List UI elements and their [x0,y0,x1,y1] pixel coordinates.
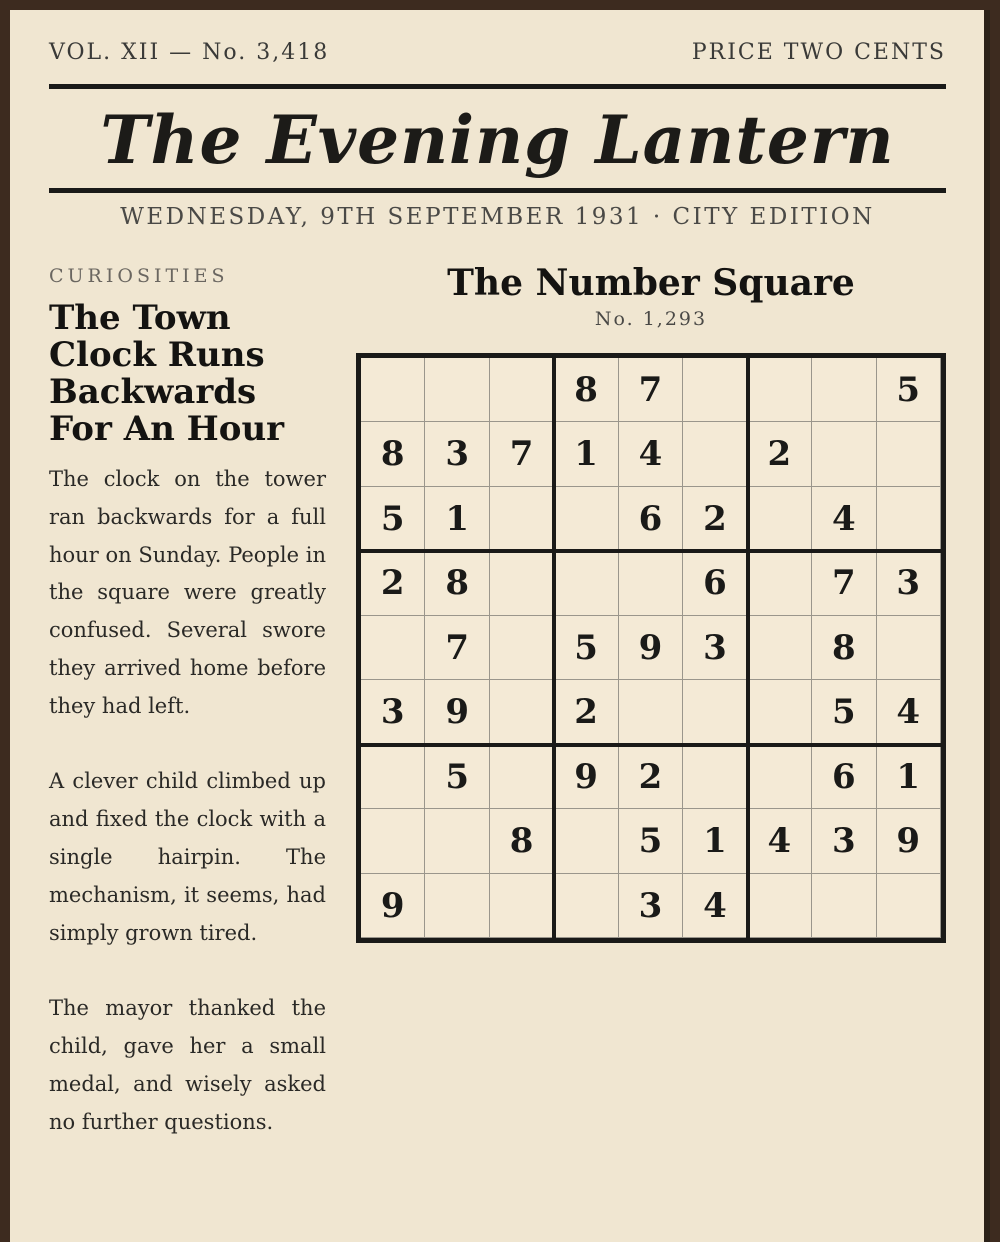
sudoku-cell[interactable] [748,680,812,744]
price-label: PRICE TWO CENTS [691,40,946,65]
sudoku-cell[interactable] [812,874,876,938]
sudoku-cell[interactable] [361,745,425,809]
box-divider-horizontal [361,549,941,553]
sudoku-cell[interactable] [748,616,812,680]
sudoku-cell[interactable] [425,358,489,422]
sudoku-cell[interactable] [490,616,554,680]
sudoku-cell[interactable] [619,680,683,744]
masthead-title: The Evening Lantern [100,101,895,179]
sudoku-cell[interactable]: 6 [619,487,683,551]
masthead-rule-top [49,84,946,89]
masthead-rule-bottom [49,188,946,193]
sudoku-cell[interactable]: 1 [683,809,747,873]
article-headline: The Town Clock Runs Backwards For An Hour [49,298,285,449]
article-paragraph: A clever child climbed up and fixed the clock with a single hairpin. The mechanism, it seems, had simply grown tired. [49,769,326,945]
sudoku-cell[interactable]: 1 [425,487,489,551]
sudoku-cell[interactable] [554,551,618,615]
sudoku-cell[interactable] [683,358,747,422]
sudoku-cell[interactable]: 5 [619,809,683,873]
sudoku-cell[interactable] [361,358,425,422]
sudoku-cell[interactable]: 3 [877,551,941,615]
sudoku-cell[interactable]: 8 [361,422,425,486]
sudoku-cell[interactable] [748,874,812,938]
box-divider-vertical [746,358,750,938]
sudoku-cell[interactable]: 5 [361,487,425,551]
sudoku-cell[interactable] [877,422,941,486]
sudoku-cell[interactable] [748,745,812,809]
puzzle-title: The Number Square [447,262,855,304]
sudoku-cell[interactable]: 7 [425,616,489,680]
dateline: WEDNESDAY, 9TH SEPTEMBER 1931 · CITY EDITION [120,204,875,230]
sudoku-cell[interactable]: 2 [361,551,425,615]
sudoku-cell[interactable] [877,874,941,938]
sudoku-cell[interactable]: 8 [425,551,489,615]
sudoku-cell[interactable] [490,358,554,422]
top-line [49,40,946,72]
sudoku-cell[interactable]: 4 [683,874,747,938]
sudoku-cell[interactable] [748,487,812,551]
sudoku-cell[interactable]: 2 [748,422,812,486]
article-paragraph: The mayor thanked the child, gave her a small medal, and wisely asked no further questions. [49,996,326,1134]
sudoku-cell[interactable]: 2 [619,745,683,809]
sudoku-cell[interactable] [490,680,554,744]
sudoku-cell[interactable]: 7 [490,422,554,486]
sudoku-cell[interactable] [490,551,554,615]
sudoku-cell[interactable] [877,487,941,551]
sudoku-cell[interactable]: 8 [812,616,876,680]
sudoku-cell[interactable]: 6 [683,551,747,615]
puzzle-number: No. 1,293 [594,308,708,330]
sudoku-cell[interactable]: 5 [877,358,941,422]
sudoku-cell[interactable]: 3 [425,422,489,486]
sudoku-cell[interactable] [554,809,618,873]
sudoku-cell[interactable] [683,745,747,809]
sudoku-cell[interactable] [812,358,876,422]
volume-number: VOL. XII — No. 3,418 [49,40,330,65]
sudoku-cell[interactable]: 8 [554,358,618,422]
sudoku-cell[interactable]: 2 [683,487,747,551]
sudoku-cell[interactable] [490,874,554,938]
sudoku-cell[interactable] [877,616,941,680]
sudoku-cell[interactable]: 9 [877,809,941,873]
sudoku-cell[interactable] [683,680,747,744]
sudoku-cell[interactable] [425,809,489,873]
sudoku-cell[interactable]: 4 [877,680,941,744]
sudoku-cell[interactable]: 7 [619,358,683,422]
sudoku-cell[interactable]: 4 [619,422,683,486]
sudoku-cell[interactable]: 9 [361,874,425,938]
sudoku-cell[interactable]: 4 [812,487,876,551]
sudoku-cell[interactable]: 9 [619,616,683,680]
sudoku-cell[interactable]: 4 [748,809,812,873]
sudoku-cell[interactable]: 2 [554,680,618,744]
sudoku-cell[interactable] [748,358,812,422]
sudoku-cell[interactable]: 6 [812,745,876,809]
article-paragraph: The clock on the tower ran backwards for a full hour on Sunday. People in the square were greatly confused. Several swore they arrived home before they had left. [49,467,326,718]
sudoku-cell[interactable]: 1 [877,745,941,809]
sudoku-cell[interactable]: 1 [554,422,618,486]
article-body [49,461,326,1179]
sudoku-cell[interactable] [490,745,554,809]
sudoku-cell[interactable]: 5 [425,745,489,809]
box-divider-horizontal [361,743,941,747]
box-divider-vertical [552,358,556,938]
sudoku-cell[interactable] [490,487,554,551]
sudoku-grid [356,353,946,943]
sudoku-cell[interactable] [619,551,683,615]
sudoku-cell[interactable]: 3 [619,874,683,938]
sudoku-cell[interactable] [554,487,618,551]
sudoku-cell[interactable]: 3 [683,616,747,680]
sudoku-cell[interactable] [748,551,812,615]
sudoku-cell[interactable]: 5 [554,616,618,680]
sudoku-cell[interactable]: 9 [425,680,489,744]
article-kicker: CURIOSITIES [49,265,229,287]
sudoku-cell[interactable]: 9 [554,745,618,809]
sudoku-cell[interactable]: 3 [812,809,876,873]
sudoku-cell[interactable] [683,422,747,486]
sudoku-cell[interactable]: 7 [812,551,876,615]
sudoku-cell[interactable] [361,616,425,680]
sudoku-cell[interactable]: 8 [490,809,554,873]
sudoku-cell[interactable]: 5 [812,680,876,744]
sudoku-cell[interactable] [361,809,425,873]
sudoku-cell[interactable] [425,874,489,938]
sudoku-cell[interactable]: 3 [361,680,425,744]
sudoku-cell[interactable] [554,874,618,938]
sudoku-cell[interactable] [812,422,876,486]
